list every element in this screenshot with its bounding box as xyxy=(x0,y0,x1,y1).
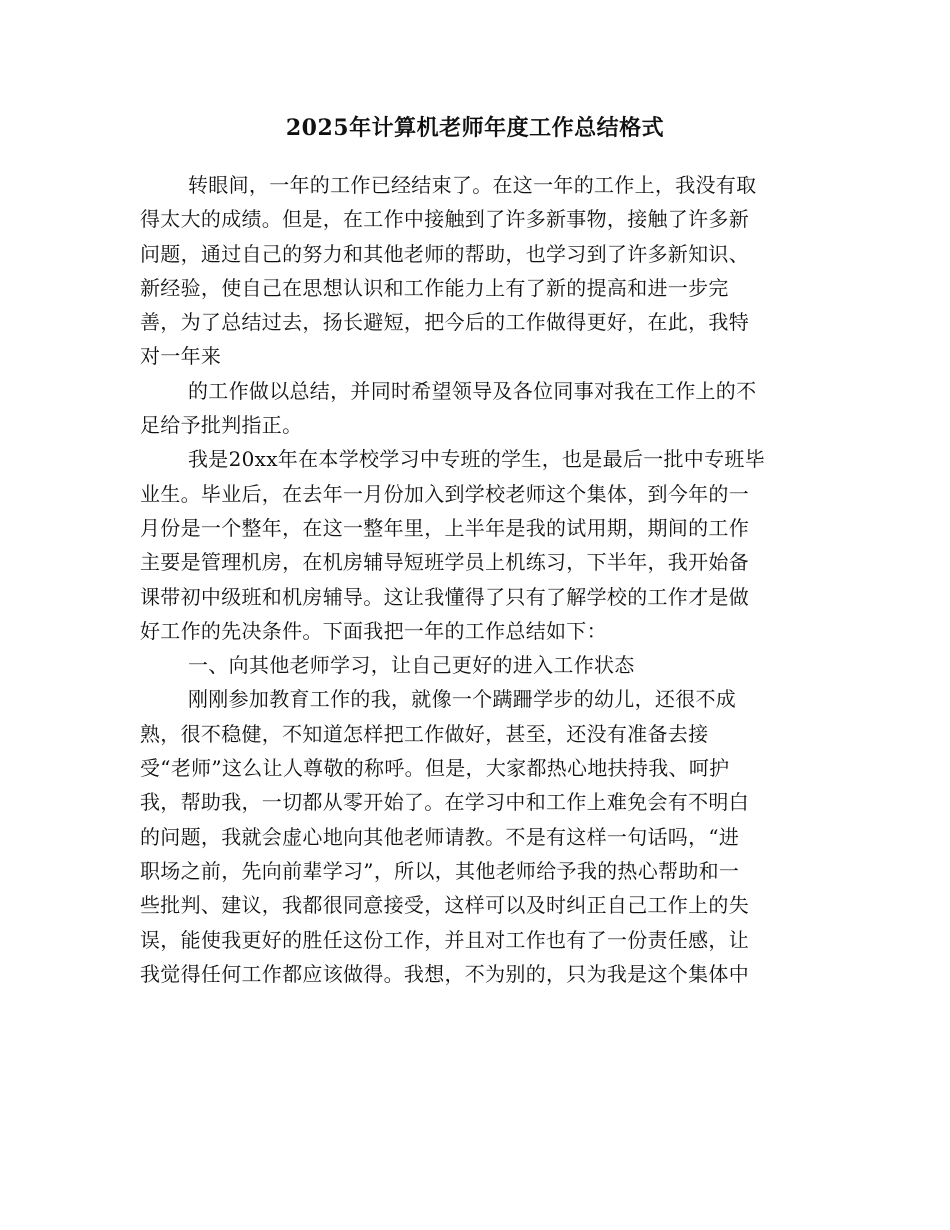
document-body xyxy=(140,168,820,991)
text-line: 的工作做以总结，并同时希望领导及各位同事对我在工作上的不 xyxy=(188,378,757,403)
text-line: 主要是管理机房，在机房辅导短班学员上机练习，下半年，我开始备 xyxy=(140,550,749,575)
text-line: 对一年来 xyxy=(140,344,222,369)
text-line: 我是20xx年在本学校学习中专班的学生，也是最后一批中专班毕 xyxy=(188,447,766,472)
text-line: 的问题，我就会虚心地向其他老师请教。不是有这样一句话吗，“进 xyxy=(140,824,740,849)
text-line: 熟，很不稳健，不知道怎样把工作做好，甚至，还没有准备去接 xyxy=(140,721,709,746)
text-line: 得太大的成绩。但是，在工作中接触到了许多新事物，接触了许多新 xyxy=(140,207,749,232)
text-line: 职场之前，先向前辈学习”，所以，其他老师给予我的热心帮助和一 xyxy=(140,858,740,883)
text-line: 业生。毕业后，在去年一月份加入到学校老师这个集体，到今年的一 xyxy=(140,481,749,506)
text-line: 些批判、建议，我都很同意接受，这样可以及时纠正自己工作上的失 xyxy=(140,893,749,918)
text-line: 我觉得任何工作都应该做得。我想，不为别的，只为我是这个集体中 xyxy=(140,961,749,986)
text-line: 善，为了总结过去，扬长避短，把今后的工作做得更好，在此，我特 xyxy=(140,310,749,335)
text-line: 受“老师”这么让人尊敬的称呼。但是，大家都热心地扶持我、呵护 xyxy=(140,756,730,781)
text-line: 我，帮助我，一切都从零开始了。在学习中和工作上难免会有不明白 xyxy=(140,790,749,815)
document-title: 2025年计算机老师年度工作总结格式 xyxy=(285,115,665,141)
text-line: 问题，通过自己的努力和其他老师的帮助，也学习到了许多新知识、 xyxy=(140,241,749,266)
text-line: 足给予批判指正。 xyxy=(140,413,303,438)
text-line: 误，能使我更好的胜任这份工作，并且对工作也有了一份责任感，让 xyxy=(140,927,749,952)
text-line: 一、向其他老师学习，让自己更好的进入工作状态 xyxy=(188,653,635,678)
text-line: 转眼间，一年的工作已经结束了。在这一年的工作上，我没有取 xyxy=(188,173,757,197)
text-line: 月份是一个整年，在这一整年里，上半年是我的试用期，期间的工作 xyxy=(140,515,749,540)
text-line: 刚刚参加教育工作的我，就像一个蹒跚学步的幼儿，还很不成 xyxy=(188,687,737,712)
text-line: 新经验，使自己在思想认识和工作能力上有了新的提高和进一步完 xyxy=(140,275,729,300)
text-line: 课带初中级班和机房辅导。这让我懂得了只有了解学校的工作才是做 xyxy=(140,584,749,609)
text-line: 好工作的先决条件。下面我把一年的工作总结如下： xyxy=(140,618,607,643)
